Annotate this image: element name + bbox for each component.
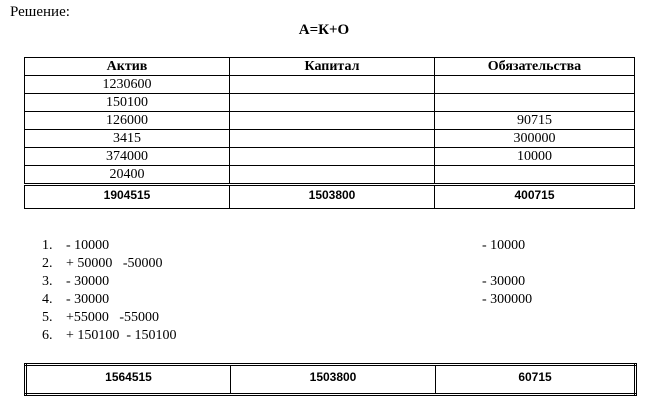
cell-assets: 1230600: [25, 76, 230, 94]
formula-title: А=К+О: [298, 22, 350, 38]
item-liability-change: - 300000: [482, 292, 533, 307]
cell-capital: [230, 148, 435, 166]
cell-capital: [230, 130, 435, 148]
table-row: [25, 166, 635, 185]
total-capital: 1503800: [230, 185, 435, 209]
item-number: 3.: [42, 274, 53, 289]
table-row: [25, 148, 635, 166]
item-text: + 50000 -50000: [66, 256, 163, 271]
list-item: [42, 273, 602, 291]
balance-table: [24, 57, 635, 209]
cell-capital: [230, 76, 435, 94]
intro-label: Решение:: [10, 4, 70, 20]
item-text: + 150100 - 150100: [66, 328, 177, 343]
total-liabilities: 400715: [435, 185, 635, 209]
item-number: 1.: [42, 238, 53, 253]
item-text: - 30000: [66, 274, 110, 289]
item-text: - 30000: [66, 292, 110, 307]
header-liabilities: Обязательства: [435, 58, 635, 76]
cell-assets: 126000: [25, 112, 230, 130]
item-number: 5.: [42, 310, 53, 325]
cell-liabilities: 10000: [435, 148, 635, 166]
list-item: [42, 309, 602, 327]
item-liability-change: - 30000: [482, 274, 526, 289]
item-number: 2.: [42, 256, 53, 271]
table-row: [25, 76, 635, 94]
result-capital: 1503800: [231, 365, 436, 395]
cell-assets: 150100: [25, 94, 230, 112]
result-row: [26, 365, 636, 395]
cell-liabilities: 90715: [435, 112, 635, 130]
cell-liabilities: [435, 166, 635, 185]
list-item: [42, 237, 602, 255]
cell-liabilities: [435, 94, 635, 112]
item-liability-change: - 10000: [482, 238, 526, 253]
result-liabilities: 60715: [436, 365, 636, 395]
cell-capital: [230, 94, 435, 112]
result-table: [24, 363, 637, 396]
totals-row: [25, 185, 635, 209]
table-row: [25, 112, 635, 130]
result-assets: 1564515: [26, 365, 231, 395]
cell-liabilities: [435, 76, 635, 94]
item-number: 4.: [42, 292, 53, 307]
cell-capital: [230, 166, 435, 185]
list-item: [42, 255, 602, 273]
cell-liabilities: 300000: [435, 130, 635, 148]
item-number: 6.: [42, 328, 53, 343]
cell-assets: 3415: [25, 130, 230, 148]
header-capital: Капитал: [230, 58, 435, 76]
list-item: [42, 291, 602, 309]
cell-capital: [230, 112, 435, 130]
table-row: [25, 94, 635, 112]
cell-assets: 20400: [25, 166, 230, 185]
cell-assets: 374000: [25, 148, 230, 166]
table-row: [25, 130, 635, 148]
item-text: - 10000: [66, 238, 110, 253]
item-text: +55000 -55000: [66, 310, 160, 325]
operations-list: [42, 237, 602, 345]
total-assets: 1904515: [25, 185, 230, 209]
list-item: [42, 327, 602, 345]
table-header-row: [25, 58, 635, 76]
header-assets: Актив: [25, 58, 230, 76]
